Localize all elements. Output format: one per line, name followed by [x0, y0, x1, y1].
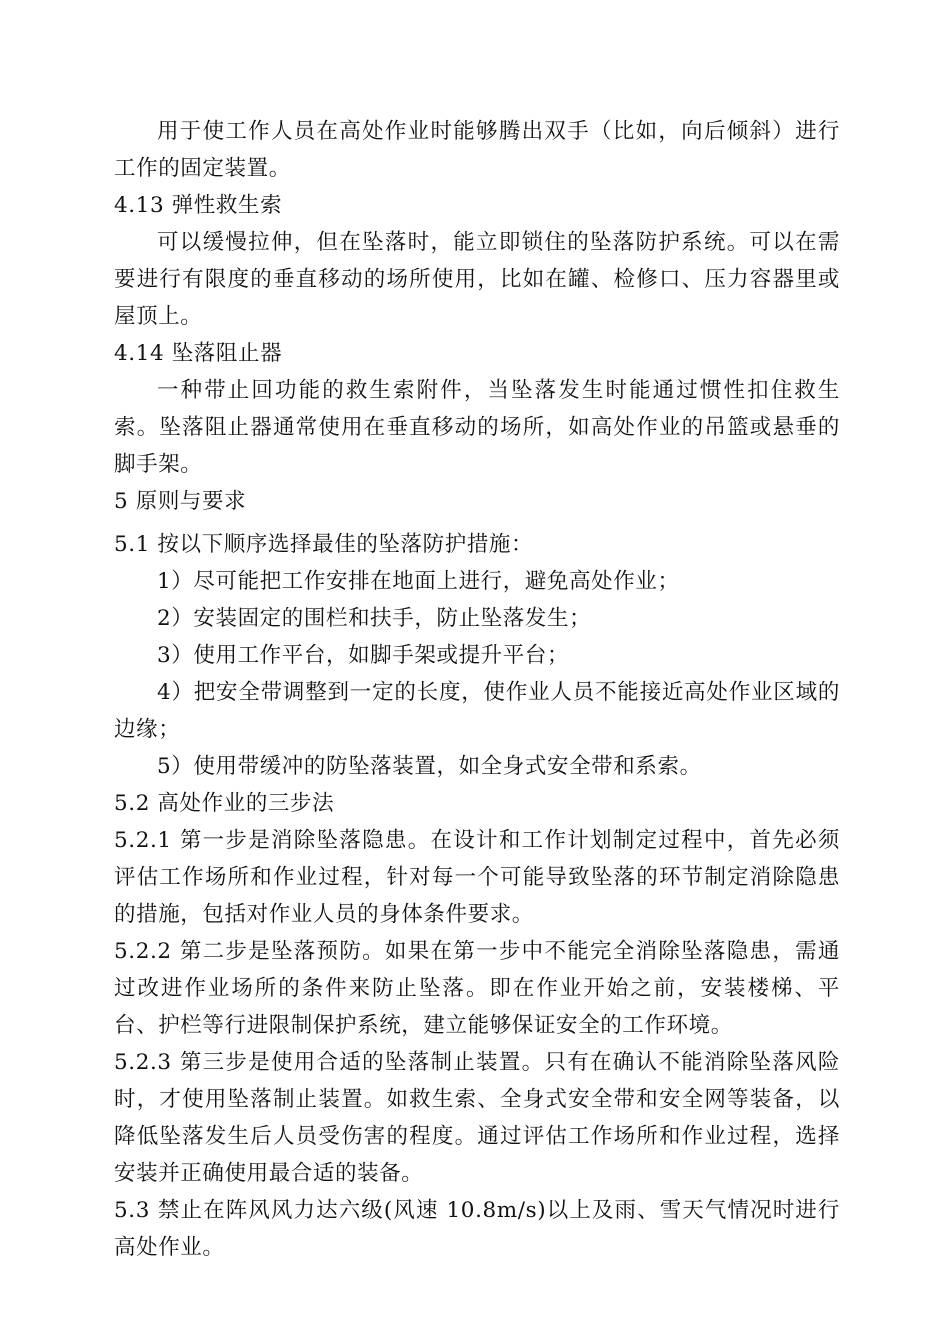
paragraph-5-2-1: 5.2.1 第一步是消除坠落隐患。在设计和工作计划制定过程中，首先必须评估工作场所和作业过程，针对每一个可能导致坠落的环节制定消除隐患的措施，包括对作业人员的身体条件要求。	[114, 828, 840, 927]
paragraph-5-2-2: 5.2.2 第二步是坠落预防。如果在第一步中不能完全消除坠落隐患，需通过改进作业场所的条件来防止坠落。即在作业开始之前，安装楼梯、平台、护栏等行进限制保护系统，建立能够保证安全的工作环境。	[114, 939, 840, 1038]
heading-5: 5 原则与要求	[114, 489, 247, 514]
paragraph-4-13-body: 可以缓慢拉伸，但在坠落时，能立即锁住的坠落防护系统。可以在需要进行有限度的垂直移动的场所使用，比如在罐、检修口、压力容器里或屋顶上。	[114, 230, 840, 329]
paragraph-5-1: 5.1 按以下顺序选择最佳的坠落防护措施：	[114, 532, 534, 557]
heading-5-2: 5.2 高处作业的三步法	[114, 791, 335, 816]
list-item-5-1-5: 5）使用带缓冲的防坠落装置，如全身式安全带和系索。	[157, 754, 702, 779]
paragraph-4-12-body: 用于使工作人员在高处作业时能够腾出双手（比如，向后倾斜）进行工作的固定装置。	[114, 119, 840, 181]
list-item-5-1-4: 4）把安全带调整到一定的长度，使作业人员不能接近高处作业区域的边缘；	[114, 680, 840, 742]
document-page	[114, 113, 840, 1266]
heading-4-13: 4.13 弹性救生索	[114, 193, 283, 218]
list-item-5-1-1: 1）尽可能把工作安排在地面上进行，避免高处作业；	[157, 569, 680, 594]
paragraph-4-14-body: 一种带止回功能的救生索附件，当坠落发生时能通过惯性扣住救生索。坠落阻止器通常使用在垂直移动的场所，如高处作业的吊篮或悬垂的脚手架。	[114, 378, 840, 477]
list-item-5-1-2: 2）安装固定的围栏和扶手，防止坠落发生；	[157, 606, 592, 631]
paragraph-5-2-3: 5.2.3 第三步是使用合适的坠落制止装置。只有在确认不能消除坠落风险时，才使用坠落制止装置。如救生索、全身式安全带和安全网等装备，以降低坠落发生后人员受伤害的程度。通过评估工作场所和作业过程，选择安装并正确使用最合适的装备。	[114, 1050, 840, 1186]
list-item-5-1-3: 3）使用工作平台，如脚手架或提升平台；	[157, 643, 570, 668]
heading-4-14: 4.14 坠落阻止器	[114, 341, 283, 366]
paragraph-5-3: 5.3 禁止在阵风风力达六级(风速 10.8m/s)以上及雨、雪天气情况时进行高处作业。	[114, 1198, 840, 1260]
